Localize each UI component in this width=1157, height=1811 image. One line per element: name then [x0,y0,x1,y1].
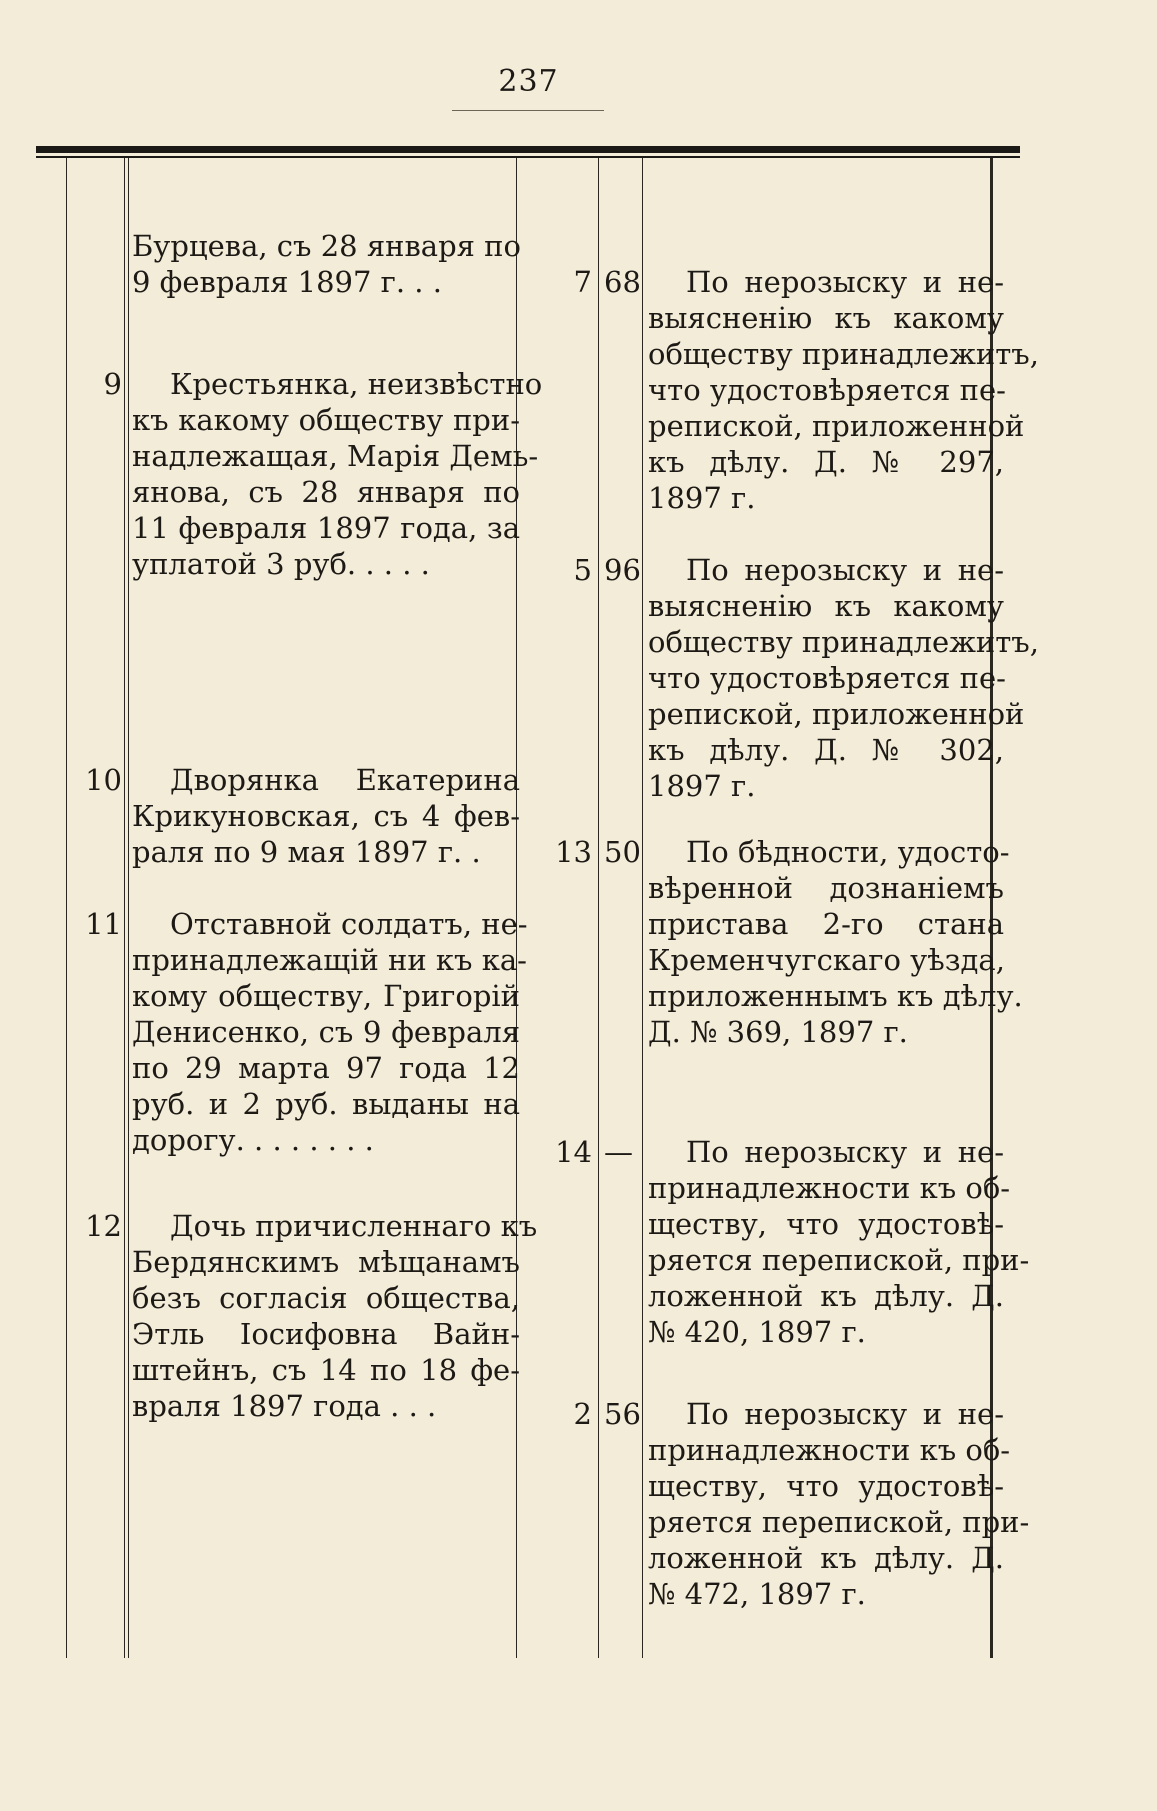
reason-line: 1897 г. [648,481,756,515]
table-top-thin-rule [36,156,1020,158]
reason-line: вѣренной дознаніемъ [648,871,1004,905]
reason-line: По нерозыску и не- [686,265,1004,299]
reason-line: ложенной къ дѣлу. Д. [648,1541,1004,1575]
description-line: Бердянскимъ мѣщанамъ [132,1245,520,1279]
reason-line: № 472, 1897 г. [648,1577,866,1611]
description-line: къ какому обществу при- [132,403,520,437]
description-line: дорогу. . . . . . . . [132,1123,374,1157]
reason-line: ществу, что удостовѣ- [648,1469,1004,1503]
reason-line: принадлежности къ об- [648,1433,1011,1467]
reason-line: № 420, 1897 г. [648,1315,866,1349]
reason-line: По нерозыску и не- [686,553,1004,587]
reason-line: принадлежности къ об- [648,1171,1011,1205]
reason-line: 1897 г. [648,769,756,803]
description-line: Денисенко, съ 9 февраля [132,1015,520,1049]
reason-line: къ дѣлу. Д. № 297, [648,445,1004,479]
reason-line: ложенной къ дѣлу. Д. [648,1279,1004,1313]
entry-reason [648,1134,1030,1350]
entry-rub: 13 [555,835,592,869]
description-line: раля по 9 мая 1897 г. . [132,835,481,869]
reason-line: пристава 2-го стана [648,907,1004,941]
description-line: Дочь причисленнаго къ [170,1209,538,1243]
entry-rub: 2 [573,1397,592,1431]
entry-kop: 68 [604,265,641,299]
entry-kop: 56 [604,1397,641,1431]
reason-line: приложеннымъ къ дѣлу. [648,979,1023,1013]
description-line: Отставной солдатъ, не- [170,907,528,941]
entry-rub: 14 [555,1135,592,1169]
column-divider-rub [598,158,599,1658]
reason-line: обществу принадлежитъ, [648,625,1039,659]
reason-line: ществу, что удостовѣ- [648,1207,1004,1241]
description-line: Крестьянка, неизвѣстно [170,367,543,401]
description-line: безъ согласія общества, [132,1281,520,1315]
entry-reason [648,1396,1030,1612]
reason-line: къ дѣлу. Д. № 302, [648,733,1004,767]
entry-reason [648,834,1023,1050]
entry-description [132,1208,538,1424]
reason-line: По нерозыску и не- [686,1135,1004,1169]
description-line: штейнъ, съ 14 по 18 фе- [132,1353,520,1387]
description-line: Крикуновская, съ 4 фев- [132,799,520,833]
description-line: янова, съ 28 января по [132,475,520,509]
description-line: Дворянка Екатерина [170,763,520,797]
reason-line: ряется перепиской, при- [648,1505,1030,1539]
table-top-rule [36,146,1020,153]
reason-line: выясненію къ какому [648,589,1004,623]
entry-description [132,366,543,582]
description-line: Этль Іосифовна Вайн- [132,1317,520,1351]
reason-line: что удостовѣряется пе- [648,373,1006,407]
reason-line: По нерозыску и не- [686,1397,1004,1431]
reason-line: выясненію къ какому [648,301,1004,335]
entry-kop: 50 [604,835,641,869]
description-line: по 29 марта 97 года 12 [132,1051,520,1085]
entry-description [132,762,520,870]
description-line: надлежащая, Марія Демь- [132,439,539,473]
entry-description [132,906,528,1158]
entry-number: 12 [85,1209,122,1243]
entry-kop: — [604,1135,633,1169]
description-line: принадлежащій ни къ ка- [132,943,527,977]
entry-rub: 7 [573,265,592,299]
column-divider-kop [642,158,643,1658]
page-number-rule [452,110,604,111]
reason-line: По бѣдности, удосто- [686,835,1010,869]
description-line: 9 февраля 1897 г. . . [132,265,442,299]
description-line: уплатой 3 руб. . . . . [132,547,430,581]
entry-reason [648,552,1039,804]
description-line: 11 февраля 1897 года, за [132,511,520,545]
entry-description [132,228,520,300]
entry-number: 11 [85,907,122,941]
entry-number: 10 [85,763,122,797]
entry-reason [648,264,1039,516]
description-line: Бурцева, съ 28 января по [132,229,521,263]
entry-rub: 5 [573,553,592,587]
entry-kop: 96 [604,553,641,587]
description-line: враля 1897 года . . . [132,1389,437,1423]
description-line: руб. и 2 руб. выданы на [132,1087,520,1121]
table-left-border [66,158,67,1658]
reason-line: Кременчугскаго уѣзда, [648,943,1005,977]
entry-number: 9 [103,367,122,401]
reason-line: Д. № 369, 1897 г. [648,1015,908,1049]
column-divider-no [124,158,125,1658]
reason-line: репиской, приложенной [648,409,1025,443]
reason-line: ряется перепиской, при- [648,1243,1030,1277]
column-divider-no-inner [128,158,129,1658]
reason-line: что удостовѣряется пе- [648,661,1006,695]
description-line: кому обществу, Григорій [132,979,520,1013]
reason-line: обществу принадлежитъ, [648,337,1039,371]
page-number: 237 [498,64,559,99]
reason-line: репиской, приложенной [648,697,1025,731]
